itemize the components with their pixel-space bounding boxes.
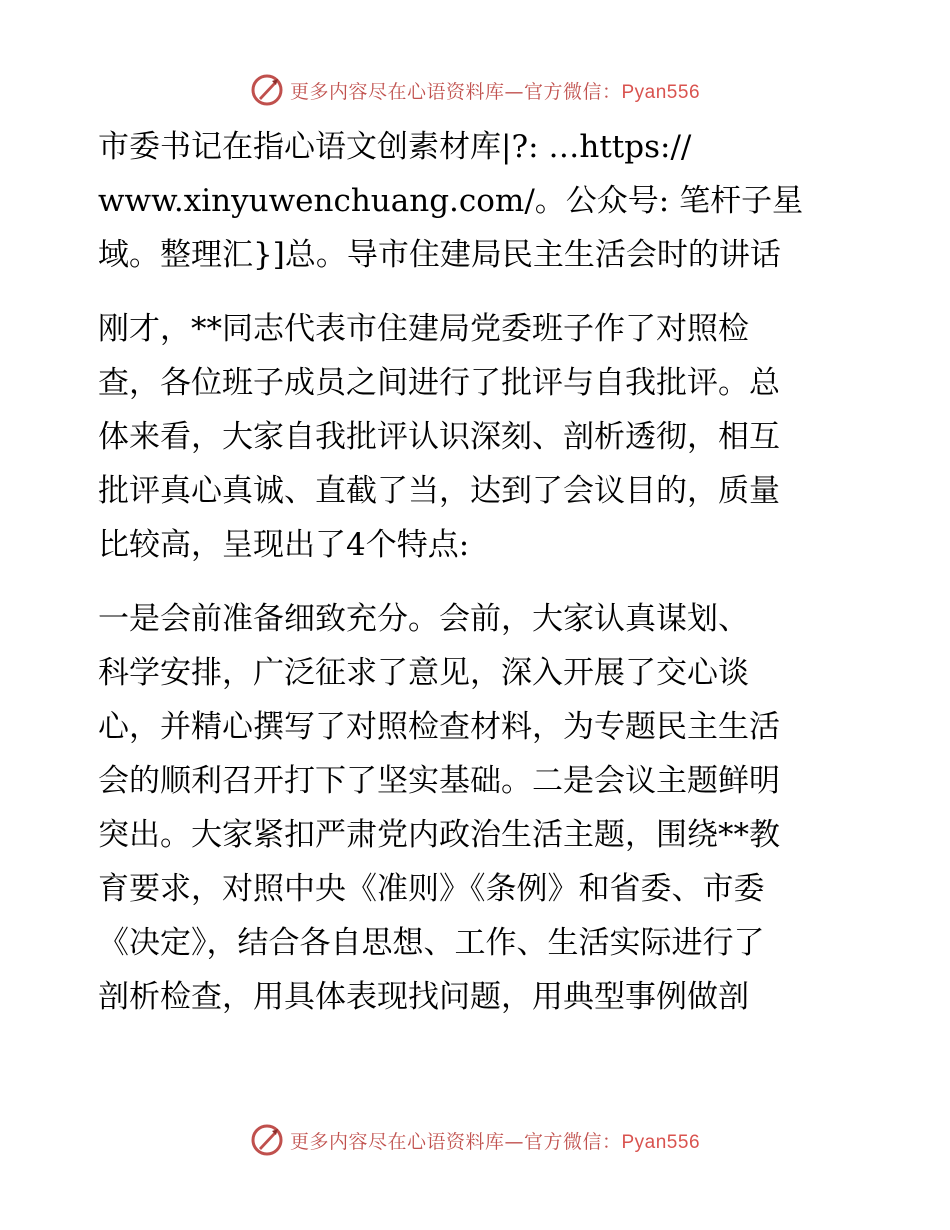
watermark-separator: — bbox=[504, 1130, 524, 1153]
text-line: 批评真心真诚、直截了当，达到了会议目的，质量 bbox=[98, 473, 780, 509]
watermark-wechat-label: 官方微信： bbox=[523, 1130, 622, 1153]
text-line: 剖析检查，用具体表现找问题，用典型事例做剖 bbox=[98, 979, 749, 1015]
text-line: 市委书记在指心语文创素材库|?: …https:// bbox=[98, 129, 692, 165]
text-line: 查，各位班子成员之间进行了批评与自我批评。总 bbox=[98, 365, 780, 401]
watermark-site-name: 更多内容尽在心语资料库 bbox=[289, 1130, 505, 1153]
watermark-separator: — bbox=[504, 80, 524, 103]
watermark-wechat-label: 官方微信： bbox=[523, 80, 622, 103]
text-line: 《决定》，结合各自思想、工作、生活实际进行了 bbox=[98, 925, 765, 961]
text-line: 一是会前准备细致充分。会前，大家认真谋划、 bbox=[98, 601, 749, 637]
watermark-wechat-id: Pyan556 bbox=[621, 81, 701, 103]
text-line: 比较高，呈现出了4个特点: bbox=[98, 527, 470, 563]
watermark-text bbox=[290, 1127, 700, 1154]
paragraph-intro bbox=[98, 302, 858, 572]
text-line: 育要求，对照中央《准则》《条例》和省委、市委 bbox=[98, 871, 765, 907]
text-line: www.xinyuwenchuang.com/。公众号: 笔杆子星 bbox=[98, 183, 804, 219]
document-body bbox=[98, 120, 858, 1024]
paragraph-features bbox=[98, 592, 858, 1024]
watermark-site-name: 更多内容尽在心语资料库 bbox=[289, 80, 505, 103]
header-watermark-banner bbox=[0, 70, 950, 110]
text-line: 域。整理汇}]总。导市住建局民主生活会时的讲话 bbox=[98, 237, 781, 273]
text-line: 体来看，大家自我批评认识深刻、剖析透彻，相互 bbox=[98, 419, 780, 455]
watermark-wechat-id: Pyan556 bbox=[621, 1131, 701, 1153]
paragraph-title bbox=[98, 120, 858, 282]
text-line: 科学安排，广泛征求了意见，深入开展了交心谈 bbox=[98, 655, 749, 691]
text-line: 心，并精心撰写了对照检查材料，为专题民主生活 bbox=[98, 709, 780, 745]
footer-watermark-banner bbox=[0, 1120, 950, 1160]
quill-logo-icon bbox=[250, 1123, 284, 1157]
text-line: 会的顺利召开打下了坚实基础。二是会议主题鲜明 bbox=[98, 763, 780, 799]
text-line: 突出。大家紧扣严肃党内政治生活主题，围绕**教 bbox=[98, 817, 780, 853]
quill-logo-icon bbox=[250, 73, 284, 107]
text-line: 刚才，**同志代表市住建局党委班子作了对照检 bbox=[98, 311, 749, 347]
watermark-text bbox=[290, 77, 700, 104]
